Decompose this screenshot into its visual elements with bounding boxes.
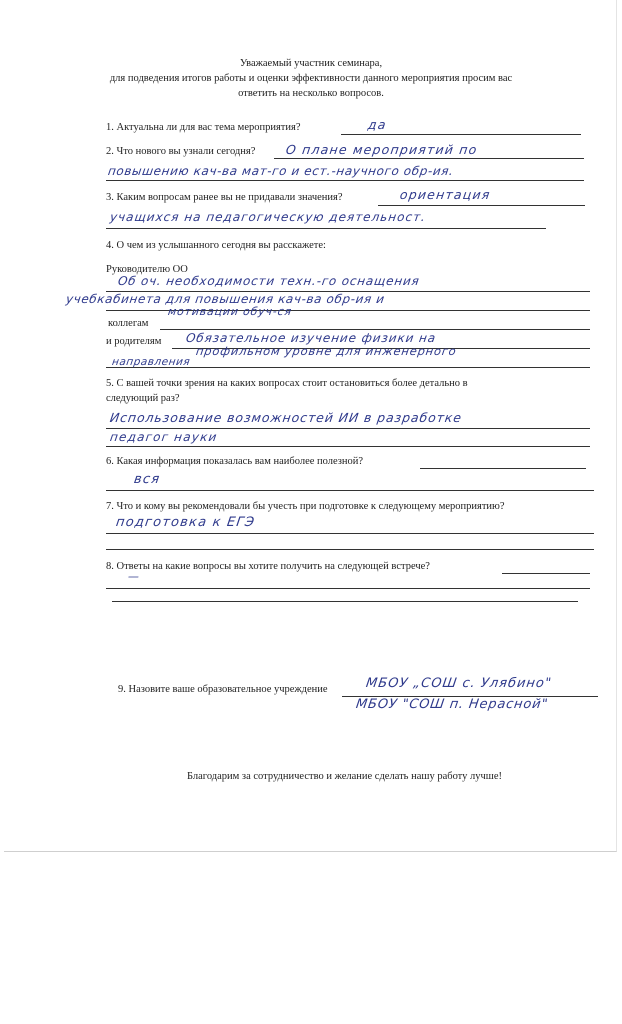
answer-line — [106, 180, 584, 181]
question-1-label: 1. Актуальна ли для вас тема мероприятия? — [106, 122, 301, 133]
question-7-label: 7. Что и кому вы рекомендовали бы учесть при подготовке к следующему мероприятию? — [106, 501, 505, 512]
answer-line — [106, 446, 590, 447]
answer-line — [106, 490, 594, 491]
question-8-answer[interactable]: — — [127, 570, 142, 583]
intro-line: для подведения итогов работы и оценки эффективности данного мероприятия просим вас — [109, 73, 513, 84]
answer-line[interactable] — [106, 549, 594, 550]
head-answer-2[interactable]: учебкабинета для повышения кач-ва обр-ия и — [65, 292, 386, 306]
question-9-label: 9. Назовите ваше образовательное учреждение — [118, 684, 328, 695]
question-3-label: 3. Каким вопросам ранее вы не придавали значения? — [106, 192, 343, 203]
question-2-answer-1[interactable]: О плане мероприятий по — [284, 142, 479, 157]
question-2-label: 2. Что нового вы узнали сегодня? — [106, 146, 256, 157]
question-5-answer-2[interactable]: педагог науки — [109, 430, 219, 444]
question-6-answer[interactable]: вся — [132, 472, 162, 487]
answer-line[interactable] — [112, 601, 578, 602]
intro-line-2: ответить на несколько вопросов. — [238, 88, 384, 99]
parents-label: и родителям — [106, 336, 162, 347]
answer-line — [106, 228, 546, 229]
answer-line — [106, 428, 590, 429]
answer-line — [341, 134, 581, 135]
parents-answer-2[interactable]: профильном уровне для инженерного — [195, 344, 458, 358]
parents-answer-1[interactable]: Обязательное изучение физики на — [185, 331, 438, 345]
question-7-answer[interactable]: подготовка к ЕГЭ — [114, 515, 257, 530]
thank-you-note: Благодарим за сотрудничество и желание сделать нашу работу лучше! — [187, 771, 503, 782]
answer-line[interactable] — [160, 329, 590, 330]
question-5-label: 5. С вашей точки зрения на каких вопросах стоит остановиться более детально в — [106, 378, 468, 389]
greeting: Уважаемый участник семинара, — [239, 58, 383, 69]
question-3-answer-1[interactable]: ориентация — [398, 187, 492, 202]
question-3-answer-2[interactable]: учащихся на педагогическую деятельност. — [109, 210, 427, 224]
question-5-label-2: следующий раз? — [106, 393, 180, 404]
question-9-answer-2[interactable]: МБОУ "СОШ п. Нерасной" — [354, 697, 550, 712]
question-9-answer-1[interactable]: МБОУ „СОШ с. Улябино" — [364, 676, 553, 691]
question-2-answer-2[interactable]: повышению кач-ва мат-го и ест.-научного обр-ия. — [107, 164, 455, 178]
answer-line — [274, 158, 584, 159]
answer-line — [378, 205, 585, 206]
head-answer-1[interactable]: Об оч. необходимости техн.-го оснащения — [117, 274, 421, 288]
colleagues-label: коллегам — [108, 318, 149, 329]
question-5-answer-1[interactable]: Использование возможностей ИИ в разработке — [108, 410, 464, 425]
answer-line — [502, 573, 590, 574]
answer-line — [106, 588, 590, 589]
question-4-label: 4. О чем из услышанного сегодня вы расскажете: — [106, 240, 326, 251]
question-1-answer[interactable]: да — [366, 117, 388, 132]
questionnaire-sheet — [4, 0, 617, 852]
question-6-label: 6. Какая информация показалась вам наиболее полезной? — [106, 456, 364, 467]
head-label: Руководителю ОО — [106, 264, 188, 275]
question-8-label: 8. Ответы на какие вопросы вы хотите получить на следующей встрече? — [106, 561, 430, 572]
answer-line — [106, 533, 594, 534]
head-answer-3[interactable]: мотивации обуч-ся — [167, 305, 293, 318]
answer-line — [420, 468, 586, 469]
parents-answer-3[interactable]: направления — [111, 356, 191, 368]
